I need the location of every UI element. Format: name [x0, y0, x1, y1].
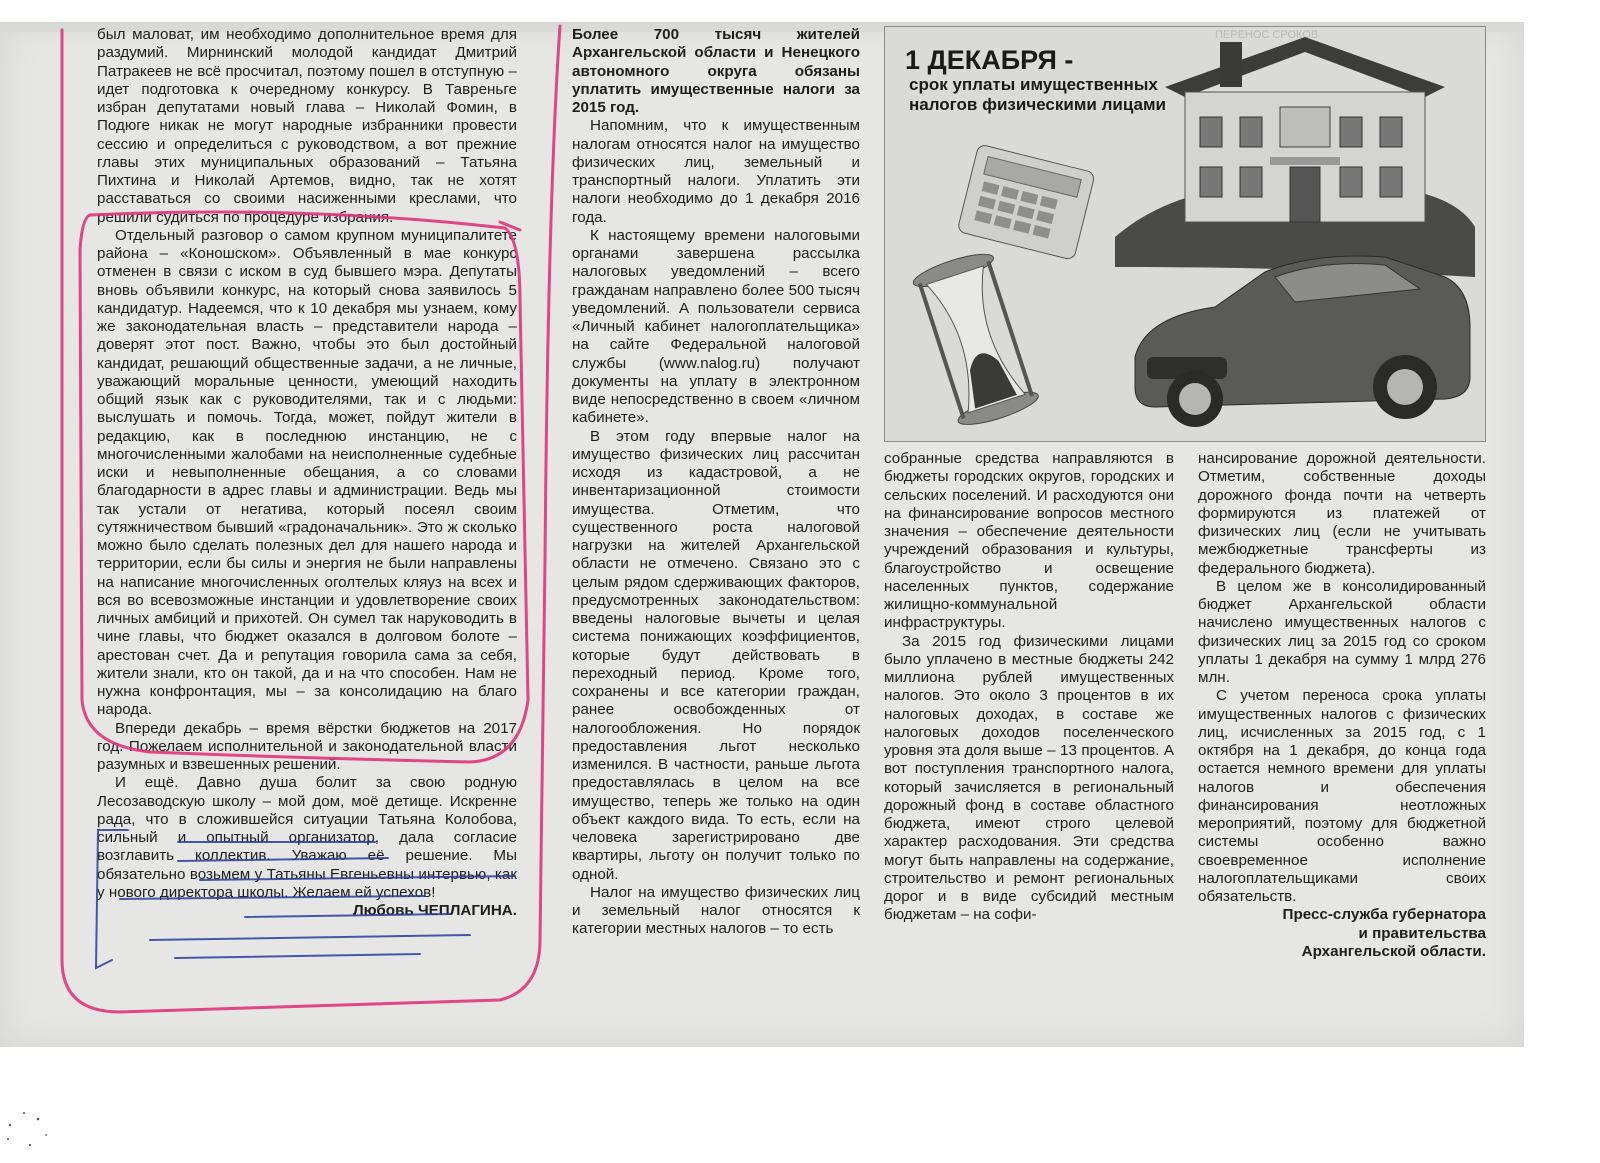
scan-specks: [0, 1105, 80, 1155]
press-service-signature-line: Пресс-служба губернатора: [1282, 906, 1486, 924]
col2-paragraph: Напомним, что к имущественным налогам относятся налог на имущество физических лиц, земельный и транспортный налоги. Уплатить эти налоги необходимо до 1 декабря 2016 года.: [572, 117, 860, 226]
press-service-signature-line: Архангельской области.: [1301, 942, 1486, 960]
col1-paragraph: был маловат, им необходимо дополнительное время для раздумий. Мирнинский молодой кандидат Дмитрий Патракеев не всё просчитал, поэтому пошел в отступную – идет подготовка к очередному конкурсу. В Тавреньге избран депутатами новый глава – Николай Фомин, в Подюге никак не могут народные избранники провести сессию и определиться с руководством, а вот прежние главы этих муниципальных образований – Татьяна Пихтина и Николай Артемов, видно, так не хотят расставаться со своими насиженными креслами, что решили судиться по процедуре избрания.: [97, 26, 517, 226]
col1-paragraph: И ещё. Давно душа болит за свою родную Лесозаводскую школу – мой дом, моё детище. Искренне рада, что в сложившейся ситуации Татьяна Колобова, сильный и опытный организатор, дала согласие возглавить коллектив. Уважаю её решение. Мы обязательно возьмем у Татьяны Евгеньевны интервью, как у нового директора школы. Желаем ей успехов!: [97, 774, 517, 901]
calculator-illustration: [957, 144, 1095, 260]
col3-paragraph: собранные средства направляются в бюджеты городских округов, городских и сельских поселений. И расходуются они на финансирование вопросов местного значения – обеспечение деятельности учреждений образования и культуры, благоустройство и освещение населенных пунктов, содержание жилищно-коммунальной инфраструктуры.: [884, 450, 1174, 632]
column-1: [97, 26, 517, 920]
col2-paragraph: К настоящему времени налоговыми органами завершена рассылка налоговых уведомлений – всего гражданам направлено более 500 тысяч уведомлений. А пользователи сервиса «Личный кабинет налогоплательщика» на сайте Федеральной налоговой службы (www.nalog.ru) получают документы на уплату в электронном виде непосредственно в своем «личном кабинете».: [572, 226, 860, 427]
newspaper-page: [0, 22, 1524, 1047]
column-3: [884, 450, 1174, 925]
col1-paragraph: Отдельный разговор о самом крупном муниципалитете района – «Коношском». Объявленный в мае конкурс отменен в связи с иском в суд бывшего мэра. Депутаты вновь объявили конкурс, на который снова заявилось 5 кандидатур. Надеемся, что к 10 декабря мы узнаем, кому же законодательная власть – представители народа – доверят этот пост. Важно, чтобы это был достойный кандидат, решающий общественные задачи, а не личные, уважающий моральные ценности, умеющий находить общий язык как с руководителями, так и с людьми: выслушать и помочь. Тогда, может, пойдут жители в редакцию, как в последнюю инстанцию, не с многочисленными жалобами на неисполненные судебные иски и невыполненные обещания, а со словами благодарности в адрес главы и администрации. Ведь мы так устали от негатива, который посеял своим сутяжничеством бывший «градоначальник». Это ж сколько можно было сделать полезных дел для нашего народа и территории, если бы силы и энергия не были направлены на написание многочисленных оголтелых кляуз на всех и вся во всевозможные инстанции и удовлетворение своих личных амбиций и прихотей. Он сумел так наруководить в чине главы, что бюджет оказался в долговом болоте – арестован счет. Да и репутация говорила сама за себя, жители знали, кто он такой, да и на что способен. Нам не нужна конфронтация, мы – за консолидацию на благо народа.: [97, 226, 517, 719]
col4-paragraph: нансирование дорожной деятельности. Отметим, собственные доходы дорожного фонда почти на четверть формируются из платежей от физических лиц (если не учитывать межбюджетные трансферты из федерального бюджета).: [1198, 450, 1486, 577]
house-illustration: [1165, 37, 1445, 222]
col2-paragraph: В этом году впервые налог на имущество физических лиц рассчитан исходя из кадастровой, а не инвентаризационной стоимости имущества. Отметим, что существенного роста налоговой нагрузки на жителей Архангельской области не отмечено. Связано это с целым рядом сдерживающих факторов, предусмотренных законодательством: введены налоговые вычеты и целая система понижающих коэффициентов, которые будут действовать в переходный период. Кроме того, сохранены и все категории граждан, ранее освобожденных от налогообложения. Но порядок предоставления льгот несколько изменился. В частности, раньше льгота предоставлялась в целом на все имущество, теперь же только на один объект каждого вида. То есть, если на человека зарегистрировано две квартиры, льготу он получит только по одной.: [572, 427, 860, 883]
faded-text-fragment: ПЕРЕНОС СРОКОВ: [1215, 29, 1319, 41]
author-signature: Любовь ЧЕПЛАГИНА.: [353, 902, 517, 919]
col3-paragraph: За 2015 год физическими лицами было уплачено в местные бюджеты 242 миллиона рублей имущественных налогов. Это около 3 процентов в их налоговых доходах, в составе же налоговых доходов поселенческого уровня эта доля выше – 13 процентов. А вот поступления транспортного налога, который зачисляется в региональный дорожный фонд в составе областного бюджета, имеют строго целевой характер расходования. Эти средства могут быть направлены на содержание, строительство и ремонт региональных дорог и в виде субсидий местным бюджетам – на софи-: [884, 632, 1174, 924]
hourglass-illustration: [910, 248, 1041, 431]
illustration-graphics: [885, 27, 1485, 441]
headline-date: 1 ДЕКАБРЯ -: [905, 45, 1074, 75]
headline-subtitle: срок уплаты имущественных налогов физическими лицами: [909, 75, 1166, 114]
col4-paragraph: С учетом переноса срока уплаты имущественных налогов с физических лиц, исчисленных за 2015 год, с 1 октября на 1 декабря, до конца года остается немного времени для уплаты налогов и обеспечения финансирования неотложных мероприятий, поэтому для бюджетной системы особенно важно своевременное исполнение налогоплательщиками своих обязательств.: [1198, 687, 1486, 905]
car-illustration: [1135, 256, 1470, 427]
press-service-signature-line: и правительства: [1358, 924, 1486, 942]
col2-paragraph: Налог на имущество физических лиц и земельный налог относятся к категории местных налогов – то есть: [572, 883, 860, 938]
col1-paragraph: Впереди декабрь – время вёрстки бюджетов на 2017 год. Пожелаем исполнительной и законодательной власти разумных и взвешенных решений.: [97, 719, 517, 773]
article-illustration: [884, 26, 1486, 442]
column-4: [1198, 450, 1486, 961]
col4-paragraph: В целом же в консолидированный бюджет Архангельской области начислено имущественных налогов с физических лиц за 2015 год со сроком уплаты 1 декабря на сумму 1 млрд 276 млн.: [1198, 577, 1486, 686]
article-lead: Более 700 тысяч жителей Архангельской области и Ненецкого автономного округа обязаны уплатить имущественные налоги за 2015 год.: [572, 26, 860, 116]
column-2: [572, 26, 860, 939]
